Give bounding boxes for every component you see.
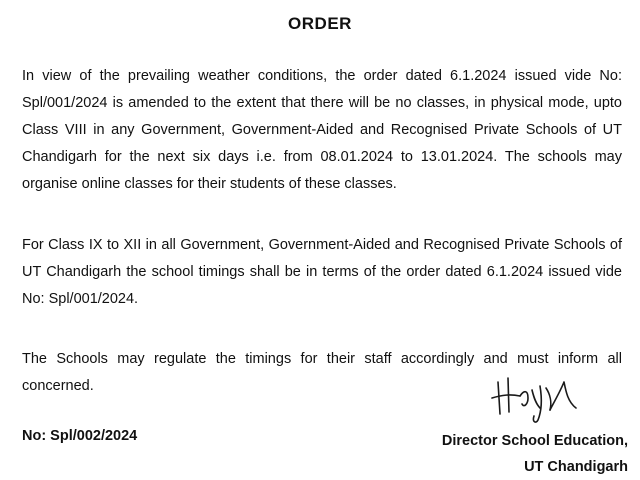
order-number: No: Spl/002/2024: [22, 428, 138, 444]
paragraph-staff-timings: The Schools may regulate the timings for their staff accordingly and must inform all concerned.: [22, 351, 622, 394]
handwritten-signature: [484, 368, 604, 426]
paragraph-weather-order: In view of the prevailing weather conditions, the order dated 6.1.2024 issued vide No: Spl/001/2024 is amended to the extent that there will be no classes, in physical mode, upto Class VIII in any Government, Government-Aided and Recognised Private Schools of UT Chandigarh for the next six days i.e. from 08.01.2024 to 13.01.2024. The schools may organise online classes for their students of these classes.: [22, 68, 622, 192]
paragraph-school-timings: For Class IX to XII in all Government, Government-Aided and Recognised Private Schools of UT Chandigarh the school timings shall be in terms of the order dated 6.1.2024 issued vide No: Spl/001/2024.: [22, 237, 622, 307]
signatory-block: [442, 428, 628, 480]
signatory-designation: Director School Education,: [441, 433, 628, 449]
signatory-location: UT Chandigarh: [524, 459, 628, 475]
document-title: ORDER: [288, 14, 352, 33]
